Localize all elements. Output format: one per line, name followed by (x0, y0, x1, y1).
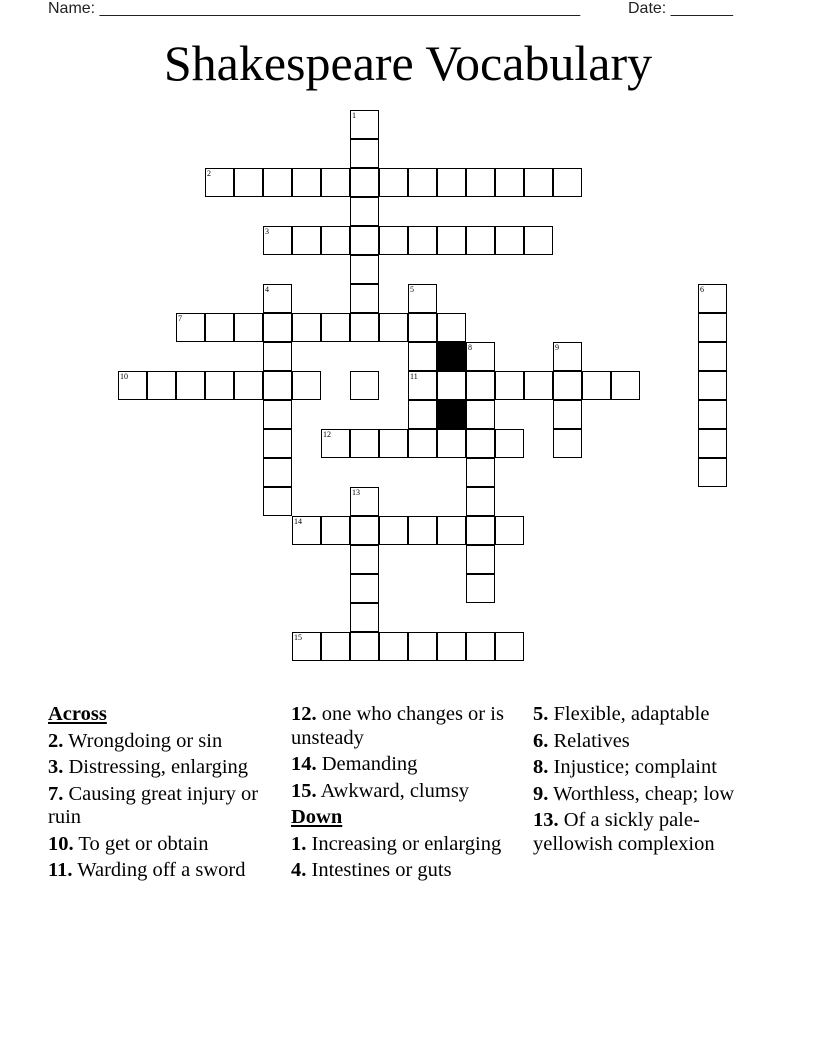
crossword-cell[interactable] (698, 458, 727, 487)
cell-number: 6 (700, 285, 704, 294)
crossword-cell[interactable] (350, 632, 379, 661)
black-square (437, 400, 466, 429)
crossword-cell[interactable] (408, 429, 437, 458)
clue-down-6 (533, 730, 763, 754)
crossword-cell[interactable] (350, 516, 379, 545)
clue-number: 5. (533, 703, 549, 725)
crossword-cell[interactable] (263, 429, 292, 458)
cell-number: 15 (294, 633, 302, 642)
crossword-cell[interactable] (524, 371, 553, 400)
crossword-cell[interactable] (263, 226, 292, 255)
crossword-cell[interactable] (408, 371, 437, 400)
crossword-cell[interactable] (292, 226, 321, 255)
crossword-cell[interactable] (205, 313, 234, 342)
clue-number: 1. (291, 832, 307, 855)
crossword-cell[interactable] (408, 168, 437, 197)
crossword-cell[interactable] (263, 487, 292, 516)
clue-across-2 (48, 730, 273, 754)
crossword-cell[interactable] (263, 458, 292, 487)
clue-number: 10. (48, 832, 74, 855)
crossword-cell[interactable] (350, 139, 379, 168)
clue-across-11 (48, 859, 273, 883)
down-heading: Down (291, 806, 343, 828)
clue-text: Relatives (553, 729, 630, 752)
crossword-cell[interactable] (466, 458, 495, 487)
clue-text: Increasing or enlarging (311, 832, 502, 855)
crossword-cell[interactable] (466, 574, 495, 603)
clue-text: Distressing, enlarging (68, 756, 249, 778)
crossword-cell[interactable] (176, 371, 205, 400)
crossword-cell[interactable] (205, 371, 234, 400)
clue-down-13 (533, 809, 763, 856)
page-title: Shakespeare Vocabulary (163, 35, 653, 91)
date-line[interactable]: Date: _______ (628, 0, 733, 17)
cell-number: 7 (178, 314, 182, 323)
cell-number: 10 (120, 372, 128, 381)
black-square (437, 342, 466, 371)
crossword-cell[interactable] (553, 429, 582, 458)
clue-number: 13. (533, 809, 559, 831)
crossword-cell[interactable] (466, 342, 495, 371)
crossword-cell[interactable] (321, 168, 350, 197)
clues-column-3 (533, 703, 763, 859)
clue-number: 14. (291, 753, 317, 775)
crossword-cell[interactable] (292, 371, 321, 400)
crossword-cell[interactable] (263, 168, 292, 197)
clue-number: 6. (533, 729, 549, 752)
crossword-cell[interactable] (698, 400, 727, 429)
crossword-cell[interactable] (234, 371, 263, 400)
crossword-cell[interactable] (263, 371, 292, 400)
crossword-cell[interactable] (466, 545, 495, 574)
cell-number: 13 (352, 488, 360, 497)
cell-number: 2 (207, 169, 211, 178)
name-line[interactable]: Name: ______________________________________________________ (48, 0, 581, 17)
crossword-cell[interactable] (234, 168, 263, 197)
clue-text: To get or obtain (78, 832, 209, 855)
crossword-cell[interactable] (321, 632, 350, 661)
crossword-cell[interactable] (437, 371, 466, 400)
crossword-cell[interactable] (553, 168, 582, 197)
crossword-cell[interactable] (553, 342, 582, 371)
crossword-cell[interactable] (553, 400, 582, 429)
crossword-cell[interactable] (698, 342, 727, 371)
cell-number: 8 (468, 343, 472, 352)
crossword-cell[interactable] (698, 313, 727, 342)
clue-down-9 (533, 783, 763, 807)
crossword-cell[interactable] (408, 342, 437, 371)
crossword-cell[interactable] (698, 284, 727, 313)
clue-text: Injustice; complaint (553, 756, 717, 778)
crossword-cell[interactable] (437, 313, 466, 342)
cell-number: 1 (352, 111, 356, 120)
crossword-cell[interactable] (350, 255, 379, 284)
crossword-cell[interactable] (437, 226, 466, 255)
crossword-cell[interactable] (321, 313, 350, 342)
crossword-cell[interactable] (263, 313, 292, 342)
crossword-cell[interactable] (408, 313, 437, 342)
cell-number: 5 (410, 285, 414, 294)
clue-text: Wrongdoing or sin (68, 729, 223, 752)
crossword-cell[interactable] (582, 371, 611, 400)
clue-text: Causing great injury or ruin (48, 782, 259, 828)
clue-text: Worthless, cheap; low (553, 782, 735, 805)
across-heading: Across (48, 703, 107, 725)
crossword-cell[interactable] (698, 371, 727, 400)
clue-down-4 (291, 859, 516, 883)
crossword-cell[interactable] (437, 168, 466, 197)
crossword-cell[interactable] (263, 342, 292, 371)
crossword-cell[interactable] (379, 516, 408, 545)
crossword-cell[interactable] (524, 226, 553, 255)
clue-number: 8. (533, 756, 549, 778)
clues-column-1 (48, 703, 273, 886)
crossword-cell[interactable] (350, 197, 379, 226)
crossword-cell[interactable] (350, 429, 379, 458)
clue-across-12 (291, 703, 516, 750)
crossword-cell[interactable] (379, 226, 408, 255)
crossword-cell[interactable] (495, 168, 524, 197)
cell-number: 4 (265, 285, 269, 294)
clue-across-15 (291, 780, 516, 804)
cell-number: 11 (410, 372, 418, 381)
crossword-cell[interactable] (408, 632, 437, 661)
crossword-cell[interactable] (495, 429, 524, 458)
crossword-cell[interactable] (408, 516, 437, 545)
crossword-cell[interactable] (437, 632, 466, 661)
crossword-cell[interactable] (495, 226, 524, 255)
crossword-cell[interactable] (495, 516, 524, 545)
clue-down-5 (533, 703, 763, 727)
crossword-cell[interactable] (292, 313, 321, 342)
clue-across-10 (48, 833, 273, 857)
clue-text: Demanding (321, 753, 418, 775)
crossword-cell[interactable] (350, 371, 379, 400)
crossword-cell[interactable] (466, 516, 495, 545)
crossword-cell[interactable] (408, 400, 437, 429)
crossword-cell[interactable] (321, 226, 350, 255)
crossword-cell[interactable] (408, 226, 437, 255)
crossword-cell[interactable] (350, 313, 379, 342)
clue-number: 3. (48, 756, 64, 778)
crossword-cell[interactable] (379, 632, 408, 661)
crossword-cell[interactable] (466, 487, 495, 516)
clues-column-2 (291, 703, 516, 886)
crossword-cell[interactable] (350, 487, 379, 516)
cell-number: 3 (265, 227, 269, 236)
crossword-cell[interactable] (466, 400, 495, 429)
crossword-cell[interactable] (611, 371, 640, 400)
clue-number: 12. (291, 703, 317, 725)
crossword-cell[interactable] (553, 371, 582, 400)
clue-number: 4. (291, 859, 307, 881)
cell-number: 14 (294, 517, 302, 526)
cell-number: 12 (323, 430, 331, 439)
clue-text: Of a sickly pale-yellowish complexion (533, 809, 715, 855)
crossword-cell[interactable] (263, 284, 292, 313)
cell-number: 9 (555, 343, 559, 352)
crossword-cell[interactable] (524, 168, 553, 197)
crossword-cell[interactable] (379, 429, 408, 458)
crossword-cell[interactable] (118, 371, 147, 400)
crossword-cell[interactable] (321, 429, 350, 458)
crossword-cell[interactable] (176, 313, 205, 342)
clue-number: 2. (48, 729, 64, 752)
crossword-cell[interactable] (466, 429, 495, 458)
crossword-cell[interactable] (350, 168, 379, 197)
crossword-cell[interactable] (350, 284, 379, 313)
crossword-cell[interactable] (292, 632, 321, 661)
clue-across-7 (48, 783, 273, 830)
clue-number: 15. (291, 779, 317, 802)
crossword-cell[interactable] (350, 110, 379, 139)
crossword-cell[interactable] (408, 284, 437, 313)
clue-text: one who changes or is unsteady (291, 703, 504, 749)
clue-number: 7. (48, 782, 64, 805)
crossword-cell[interactable] (292, 168, 321, 197)
crossword-cell[interactable] (379, 313, 408, 342)
clue-text: Flexible, adaptable (553, 703, 710, 725)
crossword-cell[interactable] (437, 516, 466, 545)
clue-across-3 (48, 756, 273, 780)
crossword-cell[interactable] (350, 226, 379, 255)
crossword-cell[interactable] (495, 371, 524, 400)
crossword-cell[interactable] (466, 371, 495, 400)
crossword-cell[interactable] (147, 371, 176, 400)
crossword-cell[interactable] (292, 516, 321, 545)
crossword-cell[interactable] (437, 429, 466, 458)
crossword-cell[interactable] (698, 429, 727, 458)
crossword-cell[interactable] (466, 168, 495, 197)
clue-down-1 (291, 833, 516, 857)
clue-down-8 (533, 756, 763, 780)
crossword-cell[interactable] (321, 516, 350, 545)
crossword-cell[interactable] (466, 632, 495, 661)
crossword-cell[interactable] (263, 400, 292, 429)
crossword-cell[interactable] (350, 574, 379, 603)
crossword-cell[interactable] (205, 168, 234, 197)
clue-text: Awkward, clumsy (320, 779, 470, 802)
clue-text: Intestines or guts (311, 859, 452, 881)
crossword-cell[interactable] (466, 226, 495, 255)
clue-text: Warding off a sword (77, 859, 246, 881)
clue-number: 9. (533, 782, 549, 805)
crossword-cell[interactable] (350, 603, 379, 632)
crossword-cell[interactable] (495, 632, 524, 661)
crossword-cell[interactable] (350, 545, 379, 574)
crossword-cell[interactable] (379, 168, 408, 197)
clue-across-14 (291, 753, 516, 777)
crossword-cell[interactable] (234, 313, 263, 342)
clue-number: 11. (48, 859, 73, 881)
